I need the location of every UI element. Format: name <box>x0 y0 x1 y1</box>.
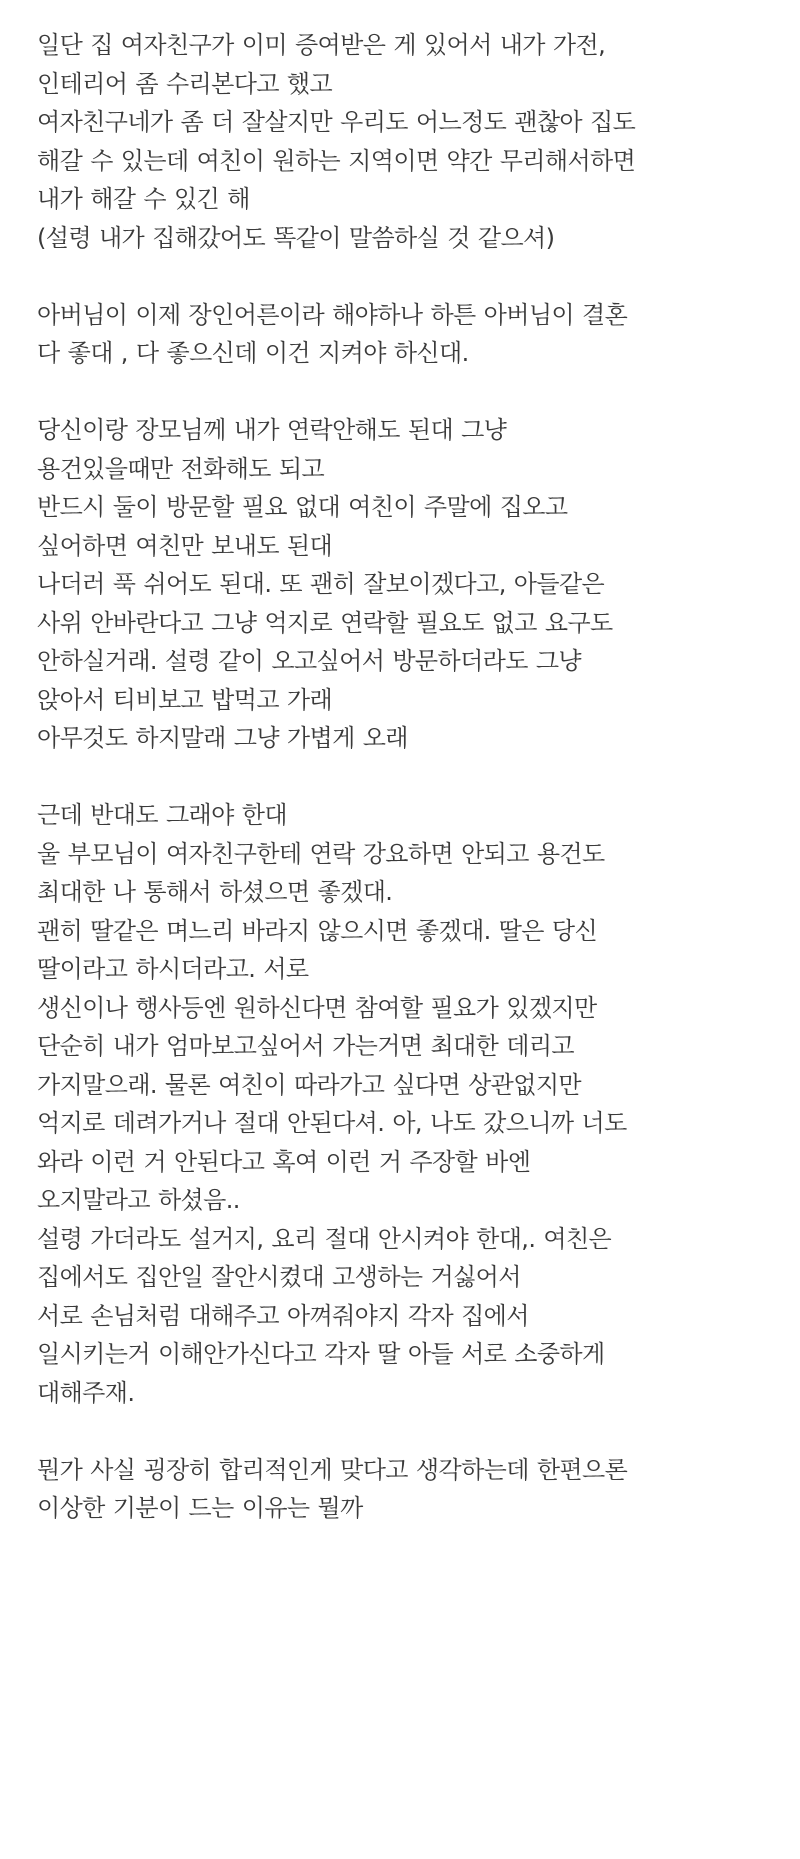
text-line: 일시키는거 이해안가신다고 각자 딸 아들 서로 소중하게 <box>37 1340 605 1368</box>
text-line: 대해주재. <box>37 1378 135 1407</box>
text-line: 일단 집 여자친구가 이미 증여받은 게 있어서 내가 가전, <box>37 31 606 59</box>
text-line: 반드시 둘이 방문할 필요 없대 여친이 주말에 집오고 <box>37 493 568 521</box>
paragraph-gap <box>37 373 780 412</box>
paragraph-gap <box>37 758 780 797</box>
paragraph-gap <box>37 1412 780 1451</box>
text-line: 서로 손님처럼 대해주고 아껴줘야지 각자 집에서 <box>37 1301 529 1330</box>
paragraph-2 <box>37 296 780 373</box>
text-line: 사위 안바란다고 그냥 억지로 연락할 필요도 없고 요구도 <box>37 608 613 637</box>
text-line: 괜히 딸같은 며느리 바라지 않으시면 좋겠대. 딸은 당신 <box>37 916 598 945</box>
text-line: 앉아서 티비보고 밥먹고 가래 <box>37 685 333 714</box>
text-line: 설령 가더라도 설거지, 요리 절대 안시켜야 한대,. 여친은 <box>37 1224 612 1253</box>
paragraph-gap <box>37 257 780 296</box>
text-line: 울 부모님이 여자친구한테 연락 강요하면 안되고 용건도 <box>37 839 605 868</box>
text-line: 싶어하면 여친만 보내도 된대 <box>37 531 333 560</box>
text-line: 당신이랑 장모님께 내가 연락안해도 된대 그냥 <box>37 416 507 444</box>
text-line: 나더러 푹 쉬어도 된대. 또 괜히 잘보이겠다고, 아들같은 <box>37 570 605 598</box>
text-line: 해갈 수 있는데 여친이 원하는 지역이면 약간 무리해서하면 <box>37 146 636 175</box>
text-line: 오지말라고 하셨음.. <box>37 1186 240 1214</box>
paragraph-1 <box>37 26 780 257</box>
text-line: 여자친구네가 좀 더 잘살지만 우리도 어느정도 괜찮아 집도 <box>37 108 636 136</box>
text-line: 인테리어 좀 수리본다고 했고 <box>37 69 333 98</box>
text-line: 딸이라고 하시더라고. 서로 <box>37 955 309 983</box>
text-line: 아버님이 이제 장인어른이라 해야하나 하튼 아버님이 결혼 <box>37 300 628 329</box>
text-line: 안하실거래. 설령 같이 오고싶어서 방문하더라도 그냥 <box>37 647 582 675</box>
text-line: (설령 내가 집해갔어도 똑같이 말씀하실 것 같으셔) <box>37 223 555 252</box>
text-line: 뭔가 사실 굉장히 합리적인게 맞다고 생각하는데 한편으론 <box>37 1455 628 1484</box>
text-line: 최대한 나 통해서 하셨으면 좋겠대. <box>37 878 393 906</box>
text-line: 억지로 데려가거나 절대 안된다셔. 아, 나도 갔으니까 너도 <box>37 1109 627 1137</box>
text-line: 용건있을때만 전화해도 되고 <box>37 454 325 483</box>
text-line: 아무것도 하지말래 그냥 가볍게 오래 <box>37 724 408 752</box>
text-line: 가지말으래. 물론 여친이 따라가고 싶다면 상관없지만 <box>37 1070 582 1099</box>
text-line: 다 좋대 , 다 좋으신데 이건 지켜야 하신대. <box>37 339 469 367</box>
text-line: 내가 해갈 수 있긴 해 <box>37 185 250 213</box>
text-line: 근데 반대도 그래야 한대 <box>37 801 287 829</box>
paragraph-5 <box>37 1451 780 1528</box>
paragraph-3 <box>37 411 780 758</box>
text-line: 와라 이런 거 안된다고 혹여 이런 거 주장할 바엔 <box>37 1147 531 1176</box>
text-line: 생신이나 행사등엔 원하신다면 참여할 필요가 있겠지만 <box>37 993 597 1022</box>
text-line: 단순히 내가 엄마보고싶어서 가는거면 최대한 데리고 <box>37 1032 574 1060</box>
text-line: 이상한 기분이 드는 이유는 뭘까 <box>37 1494 363 1522</box>
text-line: 집에서도 집안일 잘안시켰대 고생하는 거싫어서 <box>37 1263 521 1291</box>
paragraph-4 <box>37 796 780 1412</box>
post-body-text <box>37 26 780 1528</box>
